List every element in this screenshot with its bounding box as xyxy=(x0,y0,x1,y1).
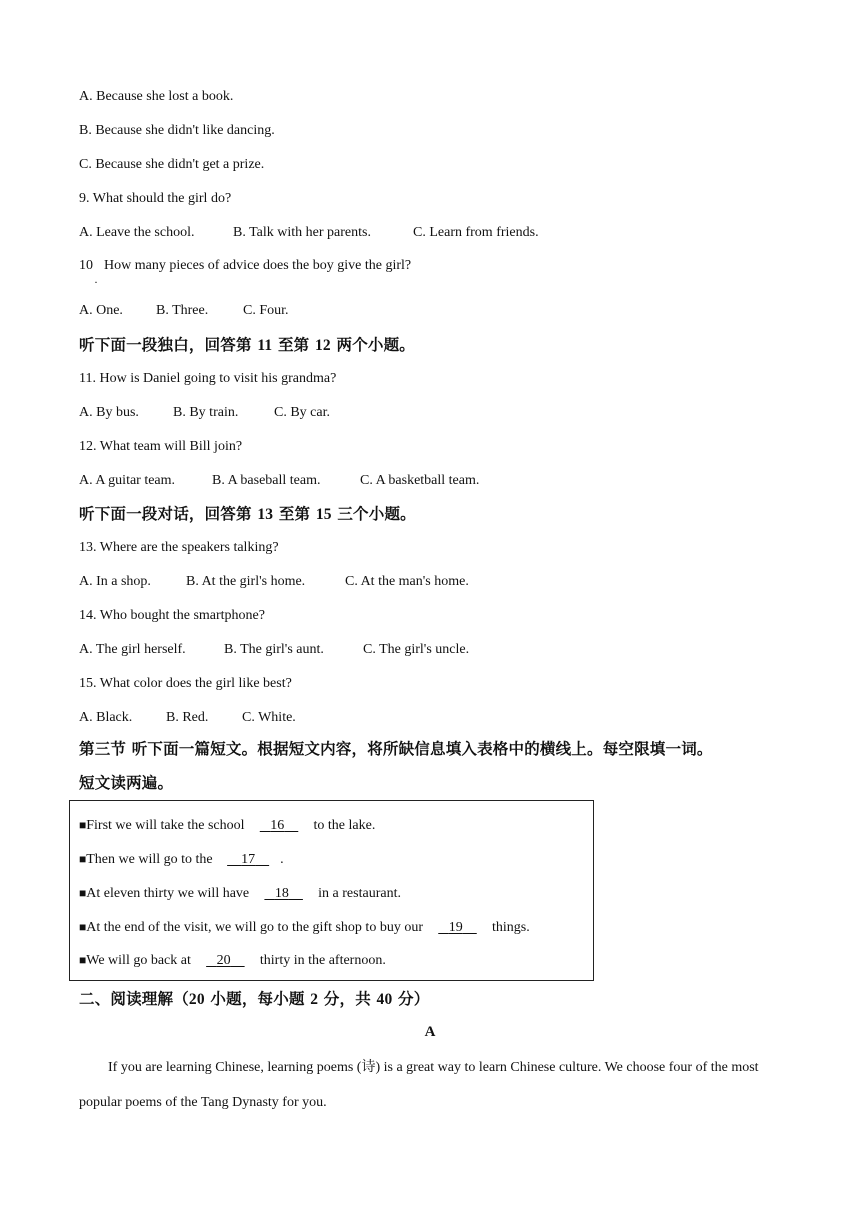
q12-question: 12. What team will Bill join? xyxy=(79,439,243,454)
q13-option-b: B. At the girl's home. xyxy=(186,574,306,589)
passage-label: A xyxy=(424,1024,436,1040)
section-heading-13-15: 听下面一段对话，回答第 13 至第 15 三个小题。 xyxy=(79,505,416,523)
bullet-square-icon: ■ xyxy=(79,852,87,866)
q13-question: 13. Where are the speakers talking? xyxy=(79,540,279,555)
q14-option-b: B. The girl's aunt. xyxy=(224,642,324,657)
q8-option-c: C. Because she didn't get a prize. xyxy=(79,157,265,172)
section-heading-11-12: 听下面一段独白，回答第 11 至第 12 两个小题。 xyxy=(79,336,416,354)
q13-options xyxy=(79,573,469,591)
q11-option-b: B. By train. xyxy=(173,405,239,420)
q12-option-a: A. A guitar team. xyxy=(79,473,176,488)
q15-question: 15. What color does the girl like best? xyxy=(79,676,292,691)
q10-text: How many pieces of advice does the boy give the girl? xyxy=(104,258,412,273)
blank-18: 18 xyxy=(274,886,289,901)
q11-option-c: C. By car. xyxy=(274,405,330,420)
q10-option-b: B. Three. xyxy=(156,303,209,318)
q9-options xyxy=(79,224,539,242)
q14-options xyxy=(79,641,469,659)
q10-options xyxy=(79,302,289,320)
q15-option-a: A. Black. xyxy=(79,710,133,725)
q9-option-b: B. Talk with her parents. xyxy=(233,225,371,240)
q13-option-c: C. At the man's home. xyxy=(345,574,469,589)
blank-16: 16 xyxy=(270,818,285,833)
q12-option-c: C. A basketball team. xyxy=(360,473,480,488)
q15-option-c: C. White. xyxy=(242,710,296,725)
box-row-17: ■Then we will go to the 17 . xyxy=(79,852,284,867)
q10-number: 10 xyxy=(79,258,93,273)
q11-question: 11. How is Daniel going to visit his grandma? xyxy=(79,371,337,386)
q10-option-a: A. One. xyxy=(79,303,123,318)
q15-options xyxy=(79,709,296,727)
q9-question: 9. What should the girl do? xyxy=(79,191,232,206)
box-row-20: ■We will go back at 20 thirty in the afternoon. xyxy=(79,953,386,968)
box-row-19: ■At the end of the visit, we will go to the gift shop to buy our 19 things. xyxy=(79,920,530,935)
q9-option-a: A. Leave the school. xyxy=(79,225,195,240)
bullet-square-icon: ■ xyxy=(79,953,87,967)
q8-option-a: A. Because she lost a book. xyxy=(79,89,234,104)
part2-heading: 二、阅读理解（20 小题，每小题 2 分，共 40 分） xyxy=(79,990,430,1008)
q9-option-c: C. Learn from friends. xyxy=(413,225,539,240)
q11-options xyxy=(79,404,330,422)
q10-question xyxy=(79,257,411,275)
q12-option-b: B. A baseball team. xyxy=(212,473,321,488)
q13-option-a: A. In a shop. xyxy=(79,574,151,589)
blank-17: 17 xyxy=(241,852,256,867)
box-row-16: ■First we will take the school 16 to the lake. xyxy=(79,818,376,833)
q10-dot-mark: · xyxy=(94,275,98,289)
q15-option-b: B. Red. xyxy=(166,710,209,725)
bullet-square-icon: ■ xyxy=(79,886,87,900)
bullet-square-icon: ■ xyxy=(79,818,87,832)
q10-option-c: C. Four. xyxy=(243,303,289,318)
q12-options xyxy=(79,472,479,490)
q8-option-b: B. Because she didn't like dancing. xyxy=(79,123,275,138)
blank-20: 20 xyxy=(216,953,231,968)
blank-19: 19 xyxy=(448,920,463,935)
section3-heading-line2: 短文读两遍。 xyxy=(79,774,174,792)
box-row-18: ■At eleven thirty we will have 18 in a restaurant. xyxy=(79,886,401,901)
q11-option-a: A. By bus. xyxy=(79,405,139,420)
bullet-square-icon: ■ xyxy=(79,920,87,934)
q14-question: 14. Who bought the smartphone? xyxy=(79,608,265,623)
passage-paragraph: If you are learning Chinese, learning poems (诗) is a great way to learn Chinese culture. We choose four of the most popular poems of the Tang Dynasty for you. xyxy=(79,1060,759,1110)
q14-option-a: A. The girl herself. xyxy=(79,642,186,657)
section3-heading-line1: 第三节 听下面一篇短文。根据短文内容，将所缺信息填入表格中的横线上。每空限填一词。 xyxy=(79,740,713,758)
q14-option-c: C. The girl's uncle. xyxy=(363,642,470,657)
